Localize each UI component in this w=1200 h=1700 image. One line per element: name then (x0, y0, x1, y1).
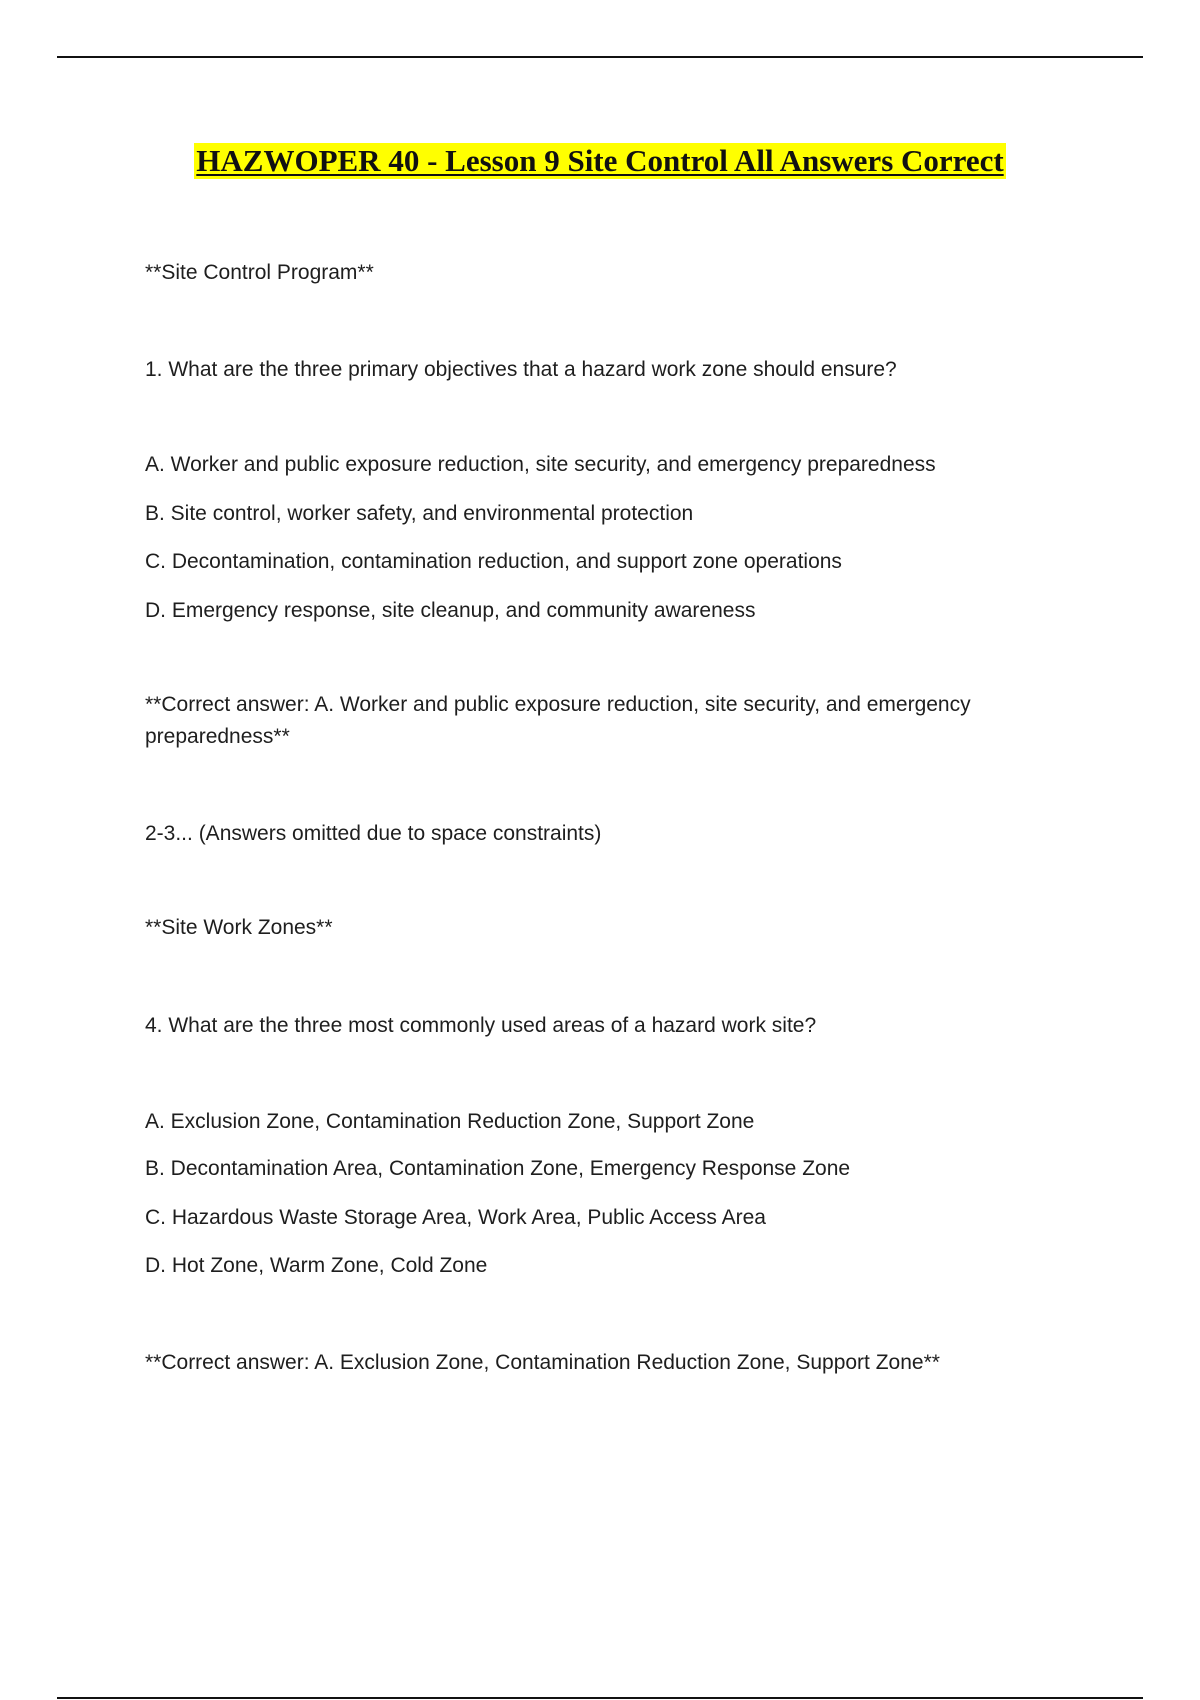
title-container (0, 143, 1200, 179)
bottom-rule (57, 1697, 1143, 1699)
section-heading-site-work-zones: **Site Work Zones** (145, 916, 333, 939)
question-4-correct-answer: **Correct answer: A. Exclusion Zone, Contamination Reduction Zone, Support Zone** (145, 1351, 940, 1374)
question-4-option-d: D. Hot Zone, Warm Zone, Cold Zone (145, 1254, 488, 1277)
top-rule (57, 56, 1143, 58)
question-1-option-a: A. Worker and public exposure reduction, site security, and emergency preparedness (145, 453, 936, 476)
question-1-option-b: B. Site control, worker safety, and environmental protection (145, 502, 694, 525)
question-1-correct-answer: **Correct answer: A. Worker and public exposure reduction, site security, and emergency preparedness** (145, 693, 971, 748)
section-heading-site-control-program: **Site Control Program** (145, 261, 374, 284)
question-4-option-c: C. Hazardous Waste Storage Area, Work Area, Public Access Area (145, 1206, 766, 1229)
question-4: 4. What are the three most commonly used areas of a hazard work site? (145, 1014, 817, 1037)
question-4-option-b: B. Decontamination Area, Contamination Zone, Emergency Response Zone (145, 1157, 851, 1180)
document-title: HAZWOPER 40 - Lesson 9 Site Control All Answers Correct (196, 143, 1004, 178)
omitted-answers-note: 2-3... (Answers omitted due to space constraints) (145, 822, 602, 845)
question-1-option-d: D. Emergency response, site cleanup, and community awareness (145, 599, 756, 622)
question-1-option-c: C. Decontamination, contamination reduction, and support zone operations (145, 550, 842, 573)
question-4-option-a: A. Exclusion Zone, Contamination Reduction Zone, Support Zone (145, 1110, 755, 1133)
question-1: 1. What are the three primary objectives that a hazard work zone should ensure? (145, 358, 897, 381)
